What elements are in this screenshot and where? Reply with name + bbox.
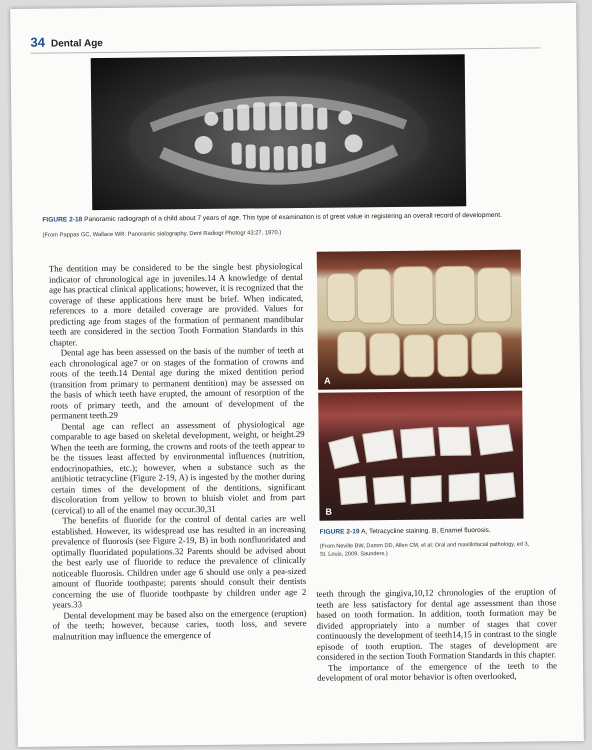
paragraph-5: Dental development may be based also on the emergence (eruption) of the teeth; however, because caries, tooth loss, and severe malnutrition may influence the emergence of xyxy=(52,607,307,642)
figure-2-18-source: (From Pappas GC, Wallace WR: Panoramic sialography, Dent Radiogr Photogr 43:27, 1970.) xyxy=(42,230,282,239)
left-column-text xyxy=(49,261,307,642)
figure-2-18-caption-text: Panoramic radiograph of a child about 7 years of age. This type of examination is of great value in registering an overall record of development. xyxy=(84,211,502,224)
figure-2-19-source: (From Neville BW, Damm DD, Allen CM, et al: Oral and maxillofacial pathology, ed 3, St. Louis, 2009, Saunders.) xyxy=(319,541,530,558)
panoramic-radiograph-image xyxy=(91,54,467,210)
figure-2-18-label: FIGURE 2-18 xyxy=(42,216,83,224)
page-header xyxy=(30,29,540,53)
paragraph-2: Dental age has been assessed on the basis of the number of teeth at each chronological age7 or on stages of the formation of crowns and roots of the teeth.14 Dental age during the mixed dentition period (transition from primary to permanent dentition) may be assessed on the basis of which teeth have erupted, the amount of resorption of the roots of primary teeth, and the amount of development of the permanent teeth.29 xyxy=(49,344,305,421)
panel-a-label: A xyxy=(324,375,331,386)
right-column-text xyxy=(316,586,557,683)
panel-b-label: B xyxy=(325,506,332,517)
figure-2-18-caption xyxy=(42,211,530,225)
paragraph-1: The dentition may be considered to be the single best physiological indicator of chronological age in juveniles.14 A knowledge of dental age has practical clinical applications; however, it is recognized that the coverage of these applications here must be brief. When indicated, references to a more detailed coverage are provided. Values for predicting age from stages of the formation of permanent mandibular teeth are considered in the section Tooth Formation Standards in this chapter. xyxy=(48,260,304,348)
right-paragraph-1: teeth through the gingiva,10,12 chronologies of the eruption of teeth are less satisfactory for dental age assessment than those based on tooth formation. In addition, tooth formation may be divided appropriately into a number of stages that cover continuously the development of teeth14,15 in contrast to the single episode of tooth eruption. The stages of development are considered in the section Tooth Formation Standards in this chapter. xyxy=(316,586,557,662)
page-number: 34 xyxy=(30,34,46,50)
figure-2-19-caption-text: A, Tetracycline staining. B, Enamel fluorosis. xyxy=(361,526,491,536)
enamel-fluorosis-photo xyxy=(318,391,523,521)
paragraph-4: The benefits of fluoride for the control of dental caries are well established. However, its widespread use has resulted in an increasing prevalence of fluorosis (see Figure 2-19, B) in both nonfluoridated and optimally fluoridated populations.32 Parents should be advised about the best early use of fluoride to reduce the prevalence of clinically noticeable fluorosis. Children under age 6 should use only a pea-sized amount of fluoride toothpaste; parents should consult their dentists concerning the use of fluoride toothpaste by children under age 2 years.33 xyxy=(51,512,307,610)
book-page xyxy=(10,3,584,747)
figure-2-19-caption xyxy=(320,526,530,537)
tetracycline-staining-photo xyxy=(317,250,522,390)
paragraph-3: Dental age can reflect an assessment of physiological age comparable to age based on skeletal development, weight, or height.29 When the teeth are forming, the crowns and roots of the teeth appear to be the tissues least affected by environmental influences (nutrition, endocrinopathies, etc.); however, when a substance such as the antibiotic tetracycline (Figure 2-19, A) is ingested by the mother during certain times of the development of the dentitions, significant discoloration from yellow to brown to bluish violet and from part (cervical) to all of the enamel may occur.30,31 xyxy=(50,418,306,516)
figure-2-19-label: FIGURE 2-19 xyxy=(319,528,360,536)
right-paragraph-2: The importance of the emergence of the teeth to the development of oral motor behavior is often overlooked, xyxy=(317,659,558,683)
chapter-title: Dental Age xyxy=(50,38,103,50)
